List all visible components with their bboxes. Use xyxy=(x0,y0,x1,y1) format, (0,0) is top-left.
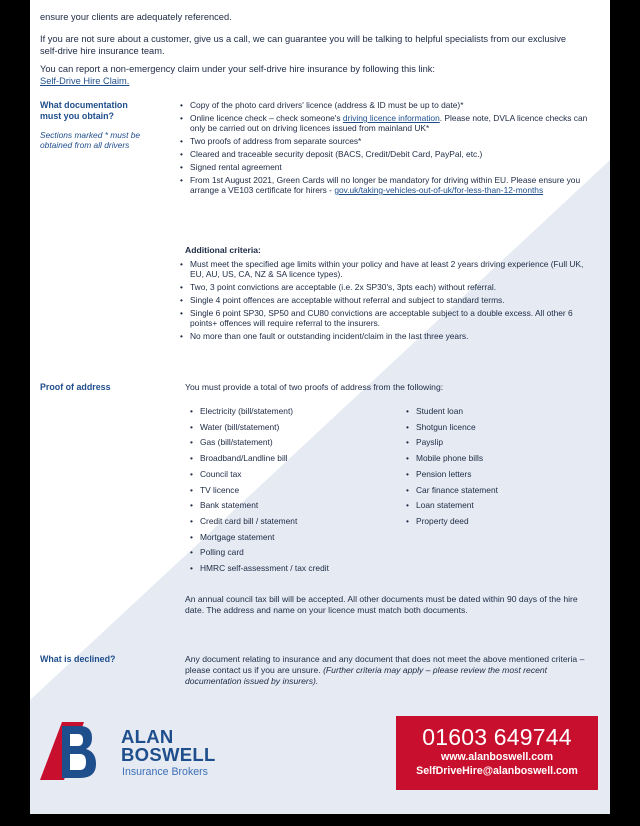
list-item: • Property deed xyxy=(406,514,586,530)
list-item: • Gas (bill/statement) xyxy=(190,435,400,451)
intro-line: ensure your clients are adequately referenced. xyxy=(40,12,232,22)
list-item xyxy=(180,113,595,134)
declined-text xyxy=(185,654,595,686)
list-item: • Credit card bill / statement xyxy=(190,514,400,530)
list-item: • HMRC self-assessment / tax credit xyxy=(190,561,400,577)
list-item: • Student loan xyxy=(406,404,586,420)
green-card-text: From 1st August 2021, Green Cards will no longer be mandatory for driving within EU. Please ensure you arrange a VE103 certificate for hirers - xyxy=(190,174,581,196)
list-item: • TV licence xyxy=(190,483,400,499)
contact-panel xyxy=(396,716,598,790)
website-link[interactable]: www.alanboswell.com xyxy=(440,751,554,763)
list-item: • Payslip xyxy=(406,435,586,451)
list-item: • Water (bill/statement) xyxy=(190,420,400,436)
proof-of-address-heading: Proof of address xyxy=(40,382,111,392)
list-item: • Two, 3 point convictions are acceptable (i.e. 2x SP30's, 3pts each) without referral. xyxy=(180,282,595,292)
brand-name-line2: BOSWELL xyxy=(121,744,216,765)
additional-criteria-heading: Additional criteria: xyxy=(185,245,261,255)
list-item: • Must meet the specified age limits within your policy and have at least 2 years driving experience (Full UK, EU, AU, US, CA, NZ & SA licence types). xyxy=(180,259,595,280)
driving-licence-link[interactable]: driving licence information xyxy=(342,112,440,123)
intro-paragraph: If you are not sure about a customer, give us a call, we can guarantee you will be talking to helpful specialists from our exclusive self-drive hire insurance team. xyxy=(40,34,567,56)
phone-number[interactable]: 01603 649744 xyxy=(422,724,572,750)
declined-note: (Further criteria may apply – please review the most recent documentation issued by insurers). xyxy=(185,664,548,686)
list-item: • Loan statement xyxy=(406,498,586,514)
brand-name-line1: ALAN xyxy=(121,726,174,747)
documentation-list xyxy=(180,100,595,198)
brand-tagline: Insurance Brokers xyxy=(122,766,208,778)
list-item: • Bank statement xyxy=(190,498,400,514)
list-item: • Electricity (bill/statement) xyxy=(190,404,400,420)
document-page xyxy=(30,0,610,814)
list-item: • No more than one fault or outstanding incident/claim in the last three years. xyxy=(180,331,595,341)
list-item: • Mobile phone bills xyxy=(406,451,586,467)
list-item: • Cleared and traceable security deposit (BACS, Credit/Debit Card, PayPal, etc.) xyxy=(180,149,595,159)
list-item: • Single 6 point SP30, SP50 and CU80 convictions are acceptable subject to a double excess. All other 6 points+ offences will require referral to the insurers. xyxy=(180,308,595,329)
online-check-prefix: Online licence check – check someone's xyxy=(190,112,343,123)
list-item: • Polling card xyxy=(190,545,400,561)
proof-note: An annual council tax bill will be accepted. All other documents must be dated within 90 days of the hire date. The address and name on your licence must match both documents. xyxy=(185,594,578,615)
online-check-detail: DVLA licence checks can only be carried out on driving licences issued from mainland UK* xyxy=(190,112,588,134)
email-link[interactable]: SelfDriveHire@alanboswell.com xyxy=(416,765,578,777)
proof-intro: You must provide a total of two proofs of address from the following: xyxy=(185,382,444,392)
claim-text: You can report a non-emergency claim under your self-drive hire insurance by following this link: xyxy=(40,64,435,74)
list-item: • Broadband/Landline bill xyxy=(190,451,400,467)
additional-criteria-list xyxy=(180,259,595,344)
list-item: • Copy of the photo card drivers' licence (address & ID must be up to date)* xyxy=(180,100,595,110)
list-item: • Two proofs of address from separate sources* xyxy=(180,136,595,146)
list-item: • Signed rental agreement xyxy=(180,162,595,172)
documentation-heading: What documentation must you obtain? xyxy=(40,100,128,121)
declined-body: Any document relating to insurance and any document that does not meet the above mentioned criteria – please contact us if you are unsure. xyxy=(185,654,585,675)
documentation-note: Sections marked * must be obtained from all drivers xyxy=(40,130,141,151)
declined-heading: What is declined? xyxy=(40,654,116,664)
proof-list-right xyxy=(406,404,586,530)
list-item: • Council tax xyxy=(190,467,400,483)
list-item xyxy=(180,175,595,196)
proof-list-left xyxy=(190,404,400,577)
claim-link[interactable]: Self-Drive Hire Claim. xyxy=(40,75,130,86)
alan-boswell-logo-icon xyxy=(40,722,100,780)
list-item: • Pension letters xyxy=(406,467,586,483)
list-item: • Single 4 point offences are acceptable without referral and subject to standard terms. xyxy=(180,295,595,305)
list-item: • Shotgun licence xyxy=(406,420,586,436)
gov-uk-link[interactable]: gov.uk/taking-vehicles-out-of-uk/for-less-than-12-months xyxy=(334,185,544,196)
online-check-suffix: . Please note, xyxy=(439,112,491,123)
list-item: • Car finance statement xyxy=(406,483,586,499)
list-item: • Mortgage statement xyxy=(190,530,400,546)
claim-paragraph xyxy=(40,64,600,87)
